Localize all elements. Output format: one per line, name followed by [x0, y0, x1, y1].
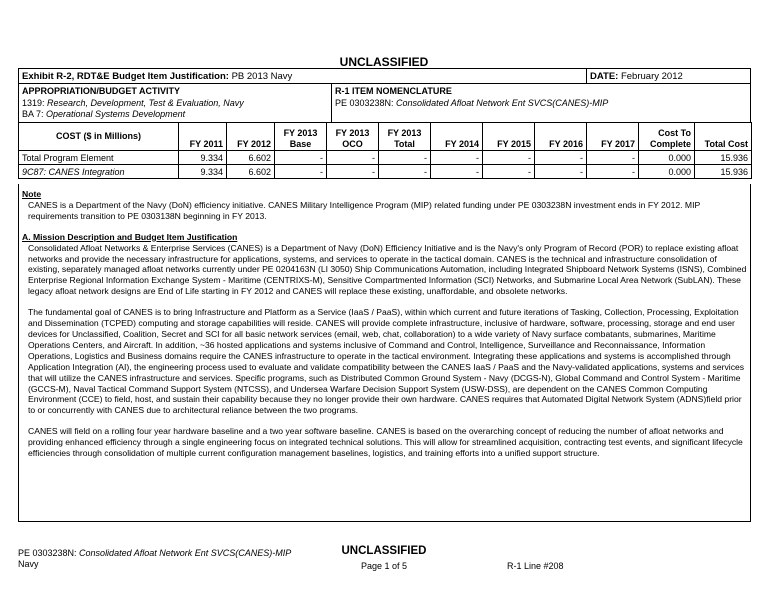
- classification-banner: UNCLASSIFIED: [339, 55, 429, 69]
- exhibit-rest: , RDT&E Budget Item Justification:: [71, 71, 232, 82]
- nomenclature-label: R-1 ITEM NOMENCLATURE: [335, 86, 452, 96]
- nomenclature-code: PE 0303238N:: [335, 97, 397, 108]
- mission-paragraph-3: CANES will field on a rolling four year hardware baseline and a two year software baseline. CANES is based on the overarching concept of reducing the number of afloat networks and providing enhanced efficiency through a single engineering focus on integrated technical solutions. This will allow for streamlined acquisition, contracting test events, and significant lifecycle efficiencies through consolidation of multiple current configuration management baselines, logistics, and training efforts into a unified support structure.: [28, 426, 743, 459]
- cell: -: [379, 165, 431, 179]
- col-header: Cost To Complete: [639, 123, 695, 151]
- exhibit-label: Exhibit R-2: [22, 71, 72, 82]
- cell: -: [535, 151, 587, 165]
- cell: 9.334: [179, 165, 227, 179]
- col-header: FY 2016: [535, 123, 587, 151]
- mission-paragraph-2: The fundamental goal of CANES is to bring Infrastructure and Platform as a Service (IaaS / PaaS), within which current and future iterations of Tasking, Collection, Processing, Exploitation and Dissemination (TCPED) computing and storage capabilities will reside. CANES will provide complete infrastructure, inclusive of hardware, software, processing, storage and end user devices for Unclassified, Coalition, Secret and SCI for all basic network services (email, web, chat, collaboration) to a wide variety of Navy surface combatants, submarines, Maritime Operations Centers, and Aircraft. In addition, ~36 hosted applications and systems inclusive of Command and Control, Intelligence, Surveillance and Reconnaissance, Information Operations, Logistics and Business domains require the CANES infrastructure to operate in the tactical environment. Integrating these applications and systems is accomplished through Application Integration (AI), the engineering process used to evaluate and validate compatibility between the CANES IaaS / PaaS and the Navy-validated applications, systems and services that will utilize the CANES infrastructure and services. Specific programs, such as Distributed Common Ground System - Navy (DCGS-N), Global Command and Control System - Maritime (GCCS-M), Naval Tactical Command Support System (NTCSS), and Undersea Warfare Decision Support System (USW-DSS), are dependent on the CANES Common Computing Environment (CCE) to field, host, and sustain their capability because they no longer provide their own hardware. CANES requires that Automated Digital Network System (ADNS)field prior to or concurrently with CANES due to architectural reliance between the two programs.: [28, 307, 745, 416]
- col-header: Total Cost: [695, 123, 752, 151]
- cell: -: [431, 165, 483, 179]
- note-heading: Note: [22, 189, 42, 199]
- table-row: [19, 165, 752, 179]
- col-header: FY 2013 Base: [275, 123, 327, 151]
- divider: [586, 69, 587, 83]
- date-value: February 2012: [620, 71, 683, 82]
- note-text: CANES is a Department of the Navy (DoN) efficiency initiative. CANES Military Intelligence Program (MIP) related funding under PE 0303238N investment ends in FY 2012. MIP requirements transition to PE 0303138N beginning in FY 2013.: [28, 199, 701, 221]
- cell: 15.936: [695, 151, 752, 165]
- row-label: Total Program Element: [19, 151, 179, 165]
- justification-body: [18, 184, 751, 522]
- col-header: FY 2014: [431, 123, 483, 151]
- r1-line: R-1 Line #208: [507, 561, 564, 571]
- activity-line-1: Research, Development, Test & Evaluation, Navy: [47, 97, 244, 108]
- footer-classification: UNCLASSIFIED: [341, 545, 427, 557]
- activity-code-1: 1319:: [22, 97, 48, 108]
- nomenclature-value: Consolidated Afloat Network Ent SVCS(CANES)-MIP: [396, 97, 609, 108]
- exhibit-header: [18, 68, 751, 84]
- table-row: [19, 151, 752, 165]
- col-header: FY 2013 Total: [379, 123, 431, 151]
- activity-code-2: BA 7:: [22, 109, 47, 119]
- exhibit-title: [22, 71, 292, 82]
- footer-pe-name: Consolidated Afloat Network Ent SVCS(CANES)-MIP: [79, 548, 292, 558]
- cell: -: [275, 165, 327, 179]
- footer-pe-code: PE 0303238N:: [18, 548, 80, 558]
- cell: 0.000: [639, 165, 695, 179]
- cell: 6.602: [227, 165, 275, 179]
- col-header: COST ($ in Millions): [19, 123, 179, 151]
- mission-paragraph-1: Consolidated Afloat Networks & Enterprise Services (CANES) is a Department of Navy (DoN) Efficiency Initiative and is the Navy's only Program of Record (POR) to replace existing afloat networks and provide the necessary infrastructure for applications, systems, and services to operate in the tactical domain. CANES is the technical and infrastructure consolidation of existing, separately managed afloat networks currently under PE 0204163N (LI 3050) Ship Communications Automation, including Integrated Shipboard Network Systems (ISNS), Combined Enterprise Regional Information Exchange System - Maritime (CENTRIXS-M), Sensitive Compartmented Information (SCI) Networks, and Submarine Local Area Network (SubLAN). These legacy afloat network designs are End of Life starting in FY 2012 and CANES will replace these existing, unaffordable, and obsolete networks.: [28, 242, 747, 297]
- cell: -: [327, 165, 379, 179]
- cell: 15.936: [695, 165, 752, 179]
- cost-table: [18, 122, 752, 179]
- date-field: [590, 71, 683, 82]
- activity-line-2: Operational Systems Development: [46, 109, 186, 119]
- col-header: FY 2013 OCO: [327, 123, 379, 151]
- divider: [331, 84, 332, 122]
- nomenclature-block: [335, 86, 608, 109]
- row-label: [19, 165, 179, 179]
- cell: -: [483, 151, 535, 165]
- cell: -: [327, 151, 379, 165]
- page-number: Page 1 of 5: [360, 561, 408, 571]
- col-header: FY 2015: [483, 123, 535, 151]
- mission-heading: A. Mission Description and Budget Item Justification: [22, 231, 238, 242]
- row-label-text: 9C87: CANES Integration: [22, 166, 125, 177]
- appropriation-block: [22, 86, 244, 121]
- cell: -: [379, 151, 431, 165]
- activity-label: APPROPRIATION/BUDGET ACTIVITY: [22, 86, 181, 96]
- col-header: FY 2011: [179, 123, 227, 151]
- cell: 0.000: [639, 151, 695, 165]
- cell: -: [431, 151, 483, 165]
- cell: -: [535, 165, 587, 179]
- cell: 6.602: [227, 151, 275, 165]
- col-header: FY 2012: [227, 123, 275, 151]
- cost-header-row: [19, 123, 752, 151]
- col-header: FY 2017: [587, 123, 639, 151]
- cell: -: [587, 151, 639, 165]
- cell: -: [275, 151, 327, 165]
- date-label: DATE:: [590, 71, 619, 82]
- footer-service: Navy: [18, 559, 39, 569]
- cell: -: [483, 165, 535, 179]
- exhibit-value: PB 2013 Navy: [231, 71, 293, 82]
- cell: 9.334: [179, 151, 227, 165]
- cell: -: [587, 165, 639, 179]
- activity-header: [18, 83, 751, 123]
